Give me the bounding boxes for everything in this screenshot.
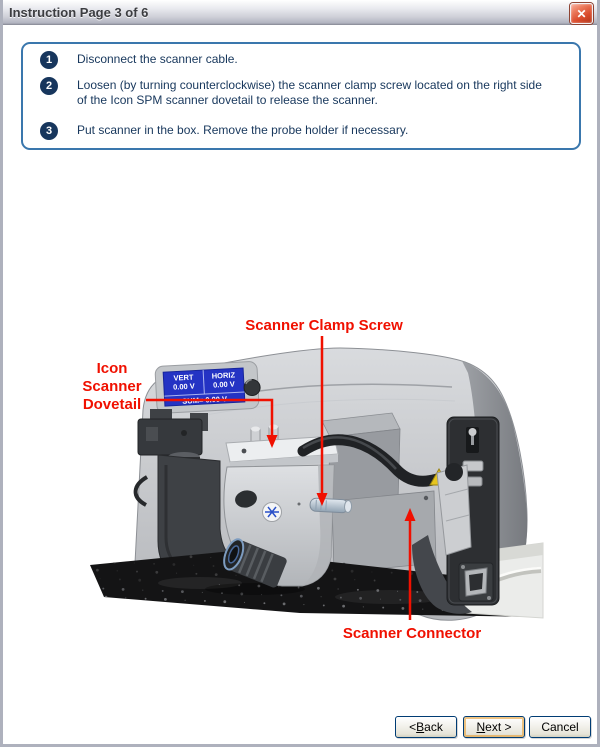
scanner-figure: [0, 315, 600, 650]
lcd-horiz-value: 0.00 V: [212, 379, 235, 390]
title-bar[interactable]: [0, 0, 600, 25]
label-clamp-screw: Scanner Clamp Screw: [245, 317, 403, 334]
back-button[interactable]: < B ack: [395, 716, 457, 738]
lcd-sum-line: SUM= 0.00 V: [182, 394, 228, 406]
display-knob: [244, 379, 261, 396]
step-number-badge: 1: [40, 51, 58, 69]
label-connector: Scanner Connector: [342, 625, 482, 642]
step-text: Loosen (by turning counterclockwise) the scanner clamp screw located on the right side of the Icon SPM scanner dovetail to release the scanner.: [77, 78, 542, 107]
next-button[interactable]: N ext >: [463, 716, 525, 738]
window-title: Instruction Page 3 of 6: [9, 4, 149, 20]
step-number-badge: 3: [40, 122, 58, 140]
step-number-badge: 2: [40, 77, 58, 95]
cancel-button[interactable]: [529, 716, 591, 738]
instruction-panel: [21, 42, 581, 150]
dialog-body: [3, 25, 597, 744]
step-text: Disconnect the scanner cable.: [77, 52, 238, 66]
step-text: Put scanner in the box. Remove the probe holder if necessary.: [77, 123, 409, 137]
close-button[interactable]: [570, 3, 593, 24]
lcd-horiz-label: HORIZ: [211, 370, 236, 381]
clamp-screw: [310, 498, 352, 513]
label-dovetail-1: Icon: [96, 360, 128, 377]
lcd-vert-label: VERT: [173, 372, 194, 383]
cancel-label: Cancel: [541, 720, 579, 734]
back-label: <: [409, 720, 417, 734]
label-dovetail-2: Scanner: [82, 378, 142, 395]
next-label: N: [476, 720, 486, 734]
lcd-display: [155, 361, 261, 413]
close-icon: ✕: [576, 6, 587, 21]
toggle-switch: [469, 428, 477, 436]
lcd-vert-value: 0.00 V: [172, 381, 196, 392]
label-dovetail-3: Dovetail: [82, 396, 142, 413]
